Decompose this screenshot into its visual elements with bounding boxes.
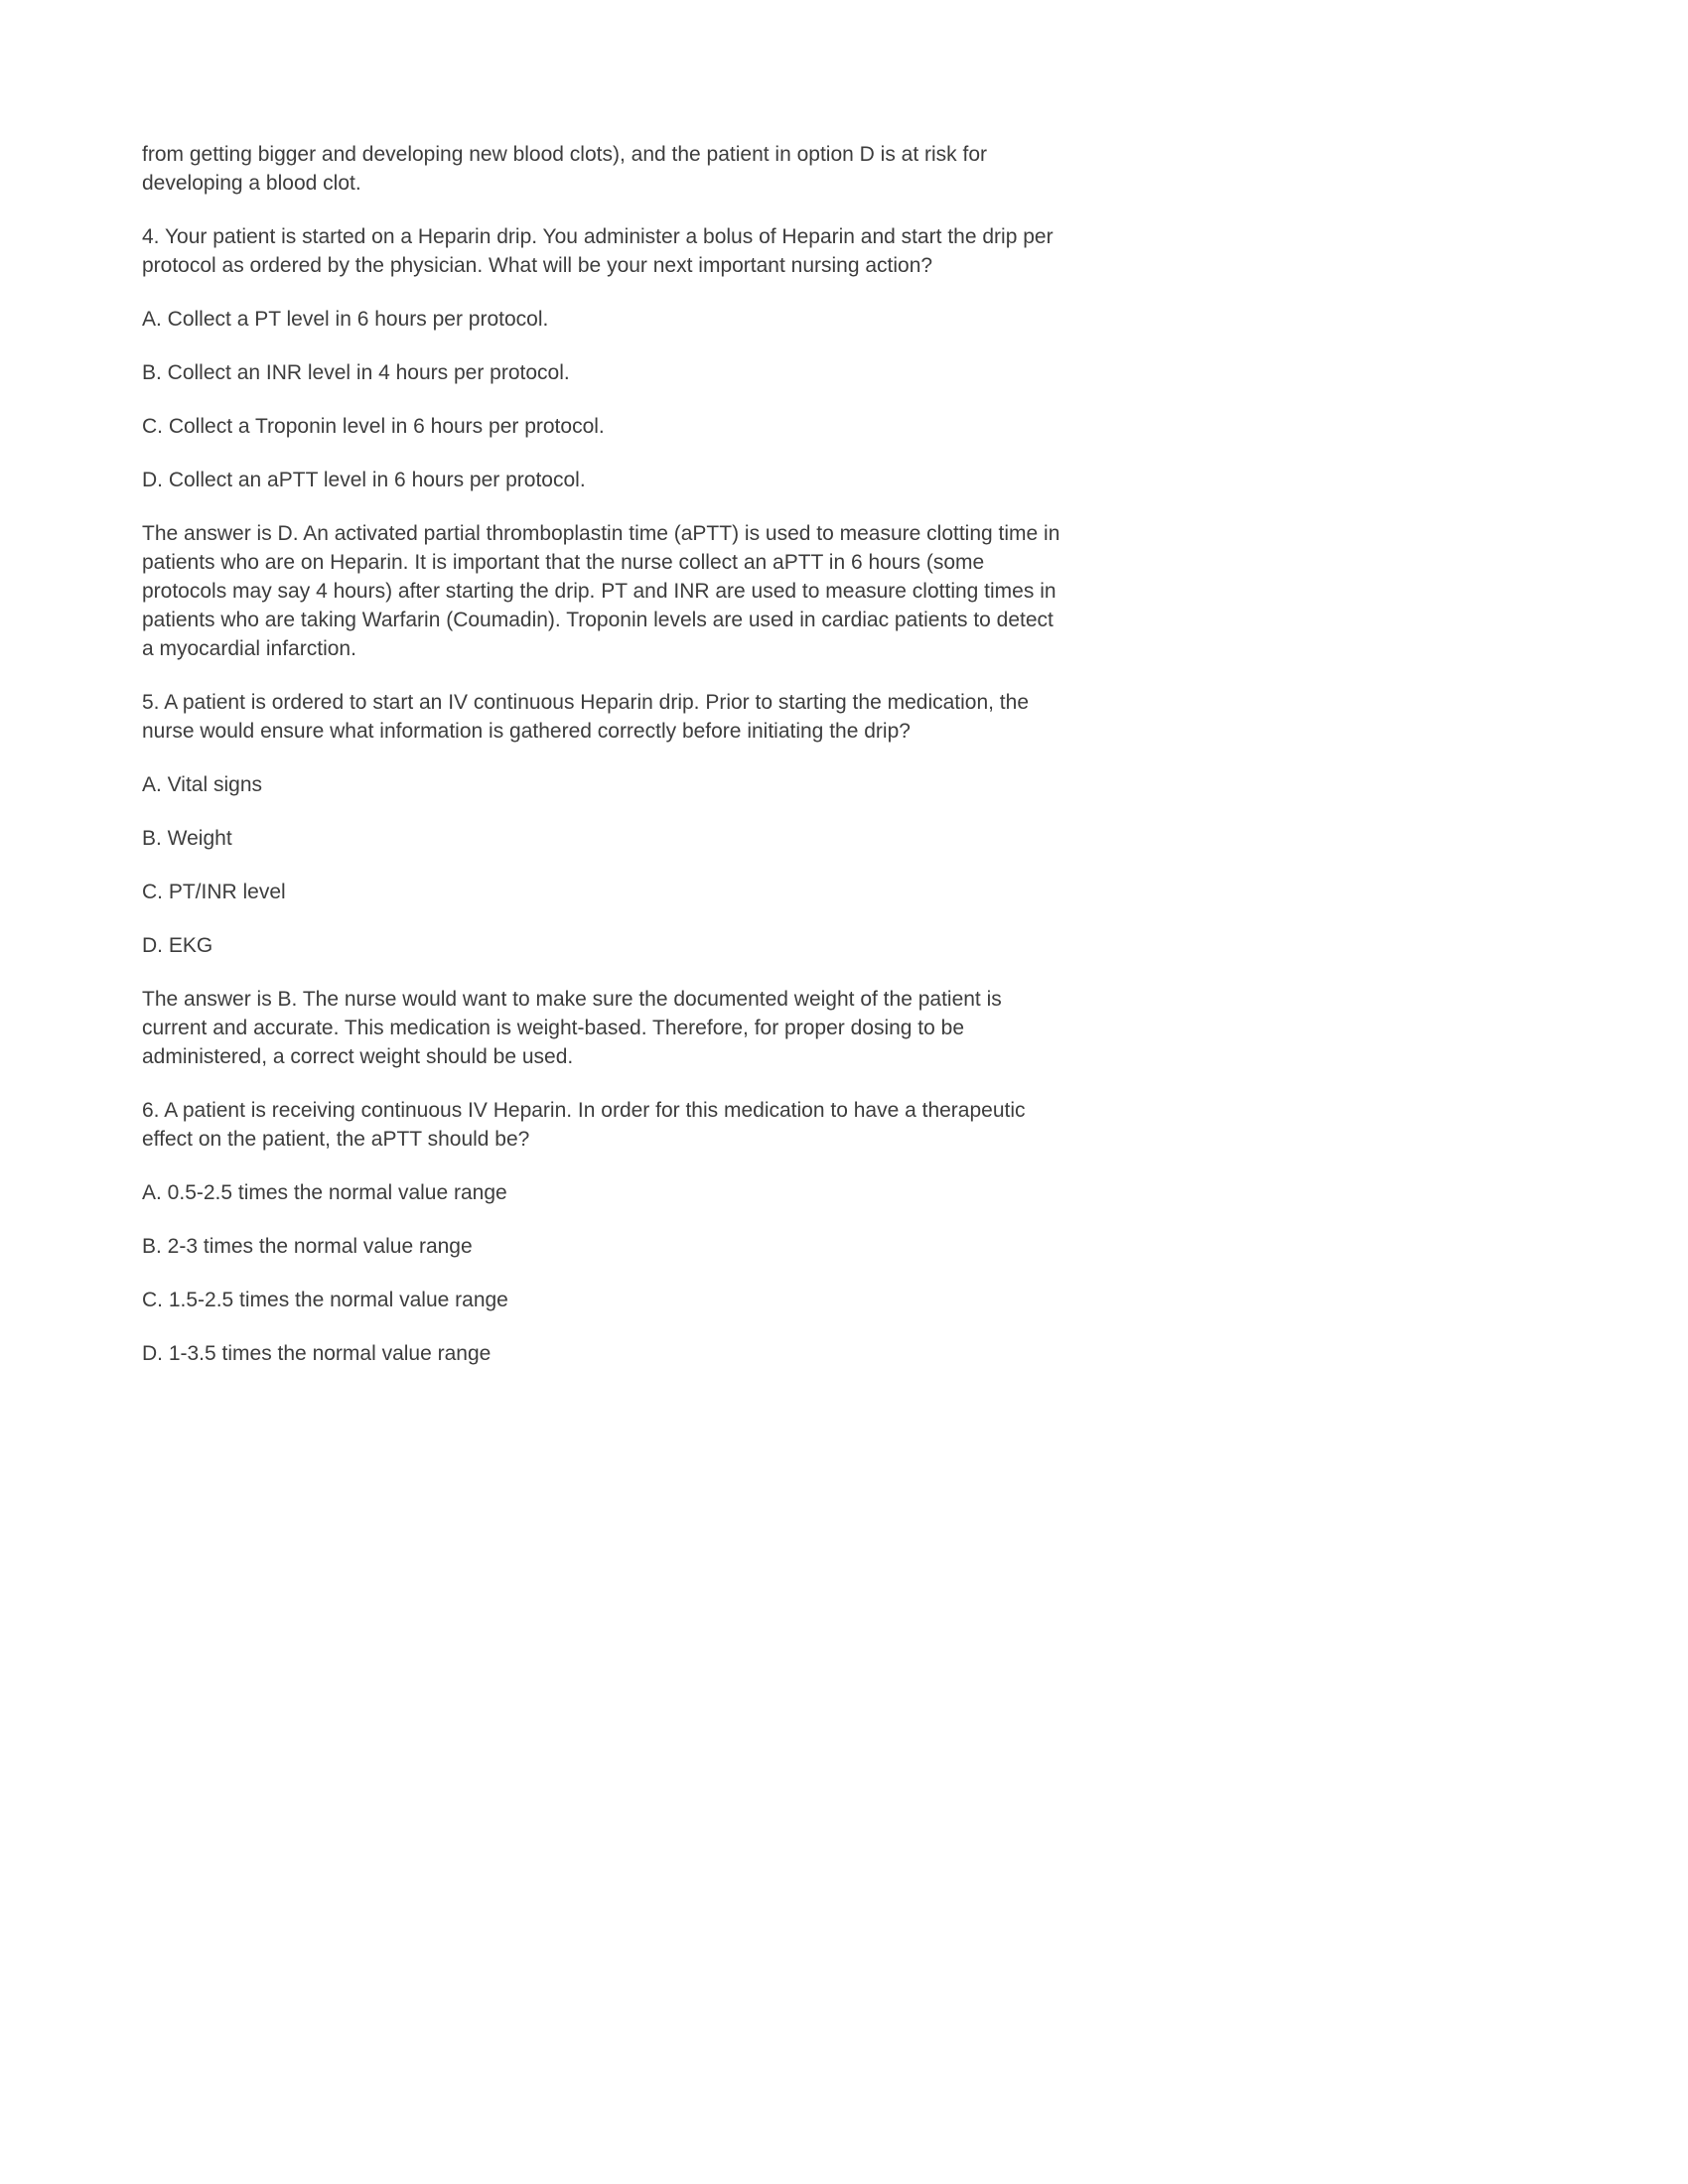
question-4-text: 4. Your patient is started on a Heparin drip. You administer a bolus of Heparin and start the drip per protocol as ordered by the physician. What will be your next important nursing action? [142, 225, 1054, 277]
question-6-option-d: D. 1-3.5 times the normal value range [142, 1342, 492, 1365]
question-4-rationale: The answer is D. An activated partial thromboplastin time (aPTT) is used to measure clotting time in patients who are on Heparin. It is important that the nurse collect an aPTT in 6 hours (some protocols may say 4 hours) after starting the drip. PT and INR are used to measure clotting times in patients who are taking Warfarin (Coumadin). Troponin levels are used in cardiac patients to detect a myocardial infarction. [142, 522, 1060, 660]
document-content [142, 140, 1065, 1393]
question-4-option-b: B. Collect an INR level in 4 hours per protocol. [142, 361, 570, 384]
question-5-rationale: The answer is B. The nurse would want to make sure the documented weight of the patient is current and accurate. This medication is weight-based. Therefore, for proper dosing to be administered, a correct weight should be used. [142, 988, 1002, 1068]
question-5-text: 5. A patient is ordered to start an IV continuous Heparin drip. Prior to starting the medication, the nurse would ensure what information is gathered correctly before initiating the drip? [142, 691, 1030, 743]
question-4-option-a: A. Collect a PT level in 6 hours per protocol. [142, 308, 549, 331]
question-5-option-c: C. PT/INR level [142, 881, 286, 903]
question-4-option-c: C. Collect a Troponin level in 6 hours per protocol. [142, 415, 605, 438]
question-5-option-a: A. Vital signs [142, 773, 263, 796]
rationale-continuation: from getting bigger and developing new blood clots), and the patient in option D is at risk for developing a blood clot. [142, 143, 988, 195]
question-5-option-b: B. Weight [142, 827, 232, 850]
question-5-option-d: D. EKG [142, 934, 213, 957]
question-4-option-d: D. Collect an aPTT level in 6 hours per protocol. [142, 469, 586, 491]
question-6-text: 6. A patient is receiving continuous IV Heparin. In order for this medication to have a therapeutic effect on the patient, the aPTT should be? [142, 1099, 1026, 1151]
question-6-option-a: A. 0.5-2.5 times the normal value range [142, 1181, 507, 1204]
question-6-option-c: C. 1.5-2.5 times the normal value range [142, 1289, 508, 1311]
question-6-option-b: B. 2-3 times the normal value range [142, 1235, 473, 1258]
